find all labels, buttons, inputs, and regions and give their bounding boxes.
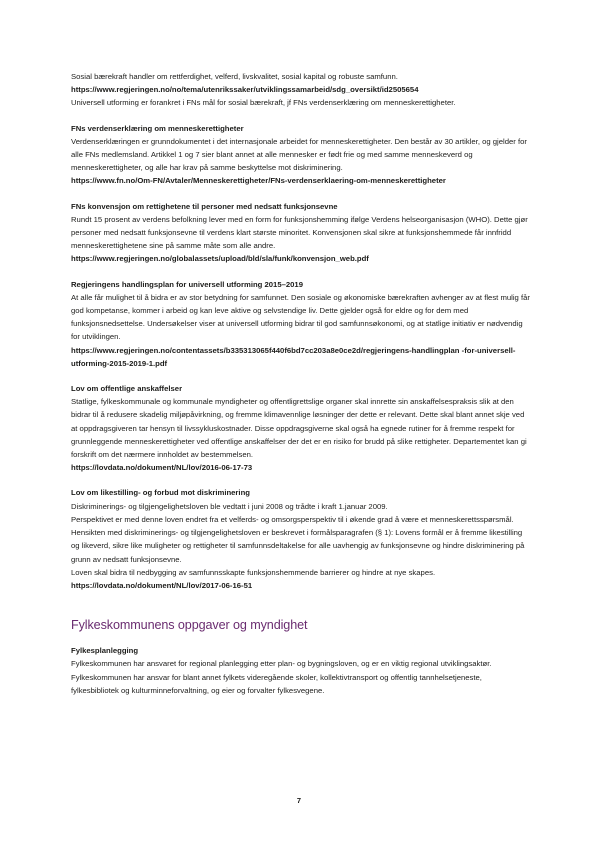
section-title: Lov om offentlige anskaffelser [71,384,183,394]
section-link[interactable]: https://www.regjeringen.no/contentassets/b335313065f440f6bd7cc203a8e0ce2d/regjeringens-handlingplan -for-universell-utforming-2015-2019-1.pdf [71,345,516,368]
section-link[interactable]: https://lovdata.no/dokument/NL/lov/2016-06-17-73 [71,463,253,473]
section-equality-law [71,486,531,592]
section-body: Statlige, fylkeskommunale og kommunale myndigheter og offentligrettslige organer skal innrette sin anskaffelsespraksis slik at den bidrar til å redusere skadelig miljøpåvirkning, og fremme klimavennlige løsninger der dette er relevant. Dette skal blant annet skje ved at oppdragsgiveren tar hensyn til livssykluskostnader. Disse oppdragsgiverne skal også ha egnede rutiner for å fremme respekt for grunnleggende menneskerettigheter ved offentlige anskaffelser der det er en risiko for brudd på slike rettigheter. Departementet kan gi forskrift om det nærmere innholdet av bestemmelsen. [71,397,527,460]
intro-link[interactable]: https://www.regjeringen.no/no/tema/utenrikssaker/utviklingssamarbeid/sdg_oversikt/id2505654 [71,85,419,95]
section-un-convention [71,200,531,266]
section-link[interactable]: https://www.fn.no/Om-FN/Avtaler/Menneskerettigheter/FNs-verdenserklaering-om-menneskerettigheter [71,176,446,186]
county-body: Fylkeskommunen har ansvaret for regional planlegging etter plan- og bygningsloven, og er en viktig regional utviklingsaktør. Fylkeskommunen har ansvar for blant annet fylkets videregående skoler, kollektivtransport og offentlig tannhelsetjeneste, fylkesbibliotek og kulturminneforvaltning, og eier og forvalter fylkesvegene. [71,659,492,695]
section-un-declaration [71,122,531,188]
law-line-2: Perspektivet er med denne loven endret fra et velferds- og omsorgsperspektiv til i økende grad å være et menneskerettsspørsmål. [71,514,514,524]
county-subheading: Fylkesplanlegging [71,646,139,656]
section-body: At alle får mulighet til å bidra er av stor betydning for samfunnet. Den sosiale og økonomiske bærekraften avhenger av at flest mulig får god kompetanse, kommer i arbeid og kan leve aktive og selvstendige liv. Dette gjelder også for eldre og for dem med funksjonsnedsettelse. Undersøkelser viser at universell utforming bidrar til god samfunnsøkonomi, og at statlige initiativ er nødvendig for utviklingen. [71,292,530,342]
section-body: Verdenserklæringen er grunndokumentet i det internasjonale arbeidet for menneskerettigheter. Den består av 30 artikler, og gjelder for alle FNs medlemsland. Artikkel 1 og 7 sier blant annet at alle mennesker er født frie og med samme menneskeverd og menneskerettigheter, og alle har krav på samme beskyttelse mot diskriminering. [71,136,527,173]
section-action-plan [71,278,531,370]
county-heading: Fylkeskommunens oppgaver og myndighet [71,618,308,633]
section-title: FNs konvensjon om rettighetene til personer med nedsatt funksjonsevne [71,201,338,211]
law-line-4: Loven skal bidra til nedbygging av samfunnsskapte funksjonshemmende barrierer og hindre at nye skapes. [71,567,436,577]
section-title: FNs verdenserklæring om menneskerettigheter [71,123,244,133]
intro-text-2: Universell utforming er forankret i FNs mål for sosial bærekraft, jf FNs verdenserklæring om menneskerettigheter. [71,98,456,108]
page-content [71,70,531,697]
law-line-3: Hensikten med diskriminerings- og tilgjengelighetsloven er beskrevet i formålsparagrafen (§ 1): Lovens formål er å fremme likestilling og likeverd, sikre like muligheter og rettigheter til samfunnsdeltakelse for alle uavhengig av funksjonsevne og hindre diskriminering på grunn av nedsatt funksjonsevne. [71,528,525,564]
section-procurement-law [71,382,531,474]
section-body: Rundt 15 prosent av verdens befolkning lever med en form for funksjonshemming ifølge Verdens helseorganisasjon (WHO). Dette gjør personer med nedsatt funksjonsevne til verdens klart største minoritet. Konvensjonen skal sikre at funksjonshemmede får innfridd menneskerettighetene sine på samme måte som alle andre. [71,214,528,251]
intro-text: Sosial bærekraft handler om rettferdighet, velferd, livskvalitet, sosial kapital og robuste samfunn. [71,72,398,81]
section-title: Regjeringens handlingsplan for universell utforming 2015–2019 [71,279,303,289]
section-link[interactable]: https://www.regjeringen.no/globalassets/upload/bld/sla/funk/konvensjon_web.pdf [71,254,369,264]
page-number: 7 [296,796,302,805]
section-link[interactable]: https://lovdata.no/dokument/NL/lov/2017-06-16-51 [71,580,253,590]
law-line-1: Diskriminerings- og tilgjengelighetsloven ble vedtatt i juni 2008 og trådte i kraft 1.januar 2009. [71,501,388,511]
section-title: Lov om likestilling- og forbud mot diskriminering [71,488,250,498]
